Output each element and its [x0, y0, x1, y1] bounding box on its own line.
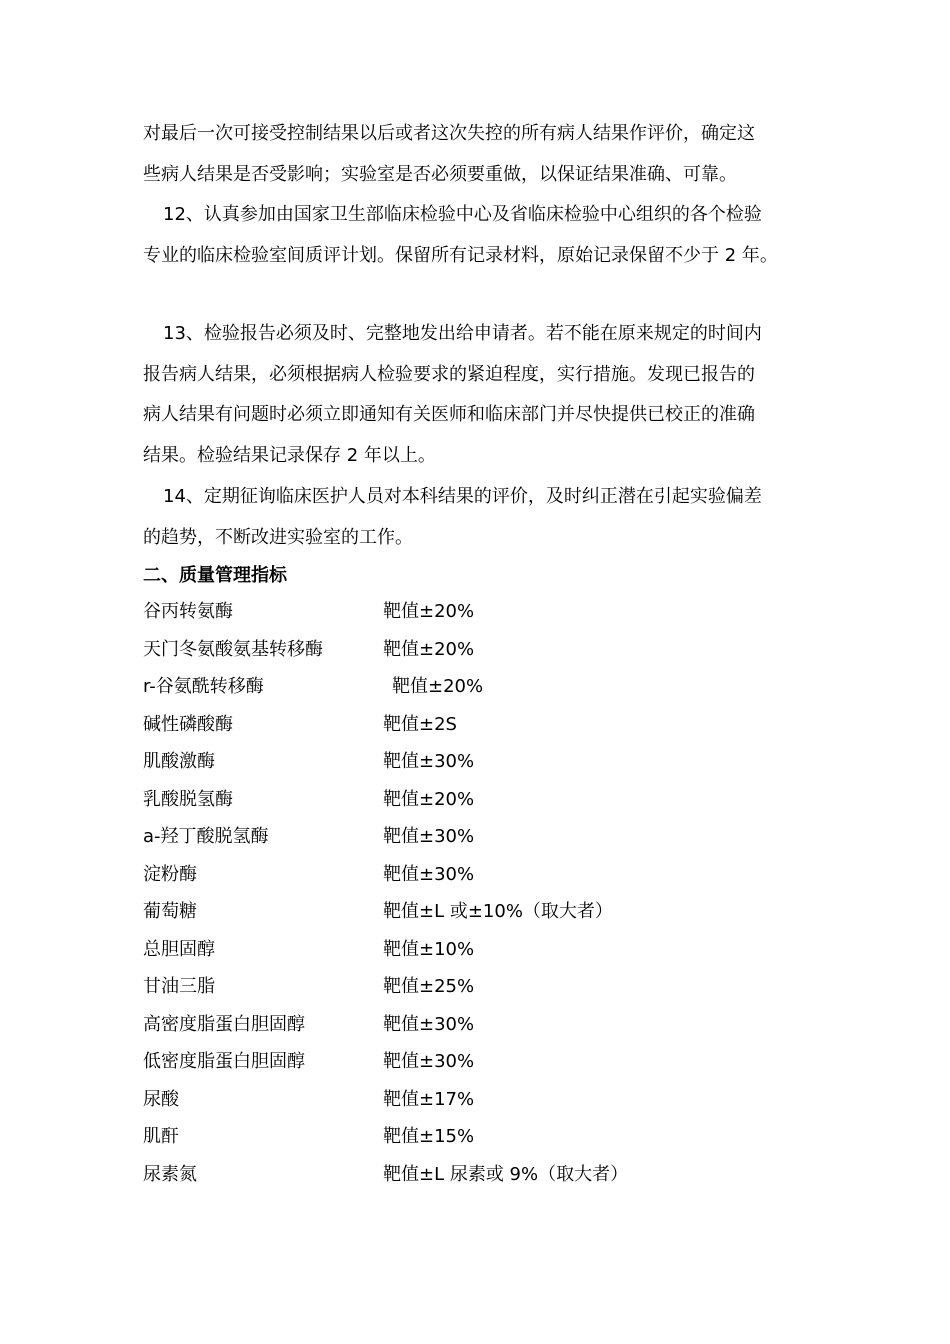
paragraph-line: 12、认真参加由国家卫生部临床检验中心及省临床检验中心组织的各个检验	[163, 204, 762, 225]
indicator-value: 靶值±30%	[383, 863, 475, 885]
indicator-row	[143, 636, 823, 674]
indicator-value: 靶值±25%	[383, 976, 475, 997]
indicator-row	[143, 823, 823, 861]
indicator-value: 靶值±20%	[383, 788, 475, 810]
indicator-value: 靶值±L 尿素或 9%（取大者）	[383, 1163, 629, 1185]
indicator-name: r-谷氨酰转移酶	[143, 676, 264, 697]
indicator-value: 靶值±10%	[383, 938, 475, 960]
paragraph-continuation	[143, 114, 823, 195]
indicator-name: 高密度脂蛋白胆固醇	[143, 1013, 305, 1035]
paragraph-line: 些病人结果是否受影响；实验室是否必须要重做，以保证结果准确、可靠。	[143, 163, 737, 185]
indicator-row	[143, 973, 823, 1011]
paragraph-line: 13、检验报告必须及时、完整地发出给申请者。若不能在原来规定的时间内	[163, 323, 762, 344]
indicator-value: 靶值±L 或±10%（取大者）	[383, 901, 613, 922]
indicator-value: 靶值±30%	[383, 751, 475, 772]
indicator-name: 葡萄糖	[143, 901, 197, 922]
indicator-name: 肌酐	[143, 1126, 179, 1147]
indicator-row	[143, 898, 823, 936]
paragraph-line: 的趋势，不断改进实验室的工作。	[143, 526, 413, 548]
indicator-row	[143, 1086, 823, 1124]
indicator-row	[143, 711, 823, 749]
indicator-value: 靶值±30%	[383, 826, 475, 847]
indicator-row	[143, 1123, 823, 1161]
indicator-name: a-羟丁酸脱氢酶	[143, 826, 269, 847]
indicator-name: 肌酸激酶	[143, 751, 215, 772]
section-heading: 二、质量管理指标	[143, 565, 287, 586]
indicator-row	[143, 748, 823, 786]
indicator-row	[143, 861, 823, 899]
indicator-name: 碱性磷酸酶	[143, 713, 233, 735]
indicator-name: 天门冬氨酸氨基转移酶	[143, 638, 323, 660]
paragraph-line: 病人结果有问题时必须立即通知有关医师和临床部门并尽快提供已校正的准确	[143, 404, 755, 425]
indicator-name: 尿酸	[143, 1088, 179, 1110]
indicator-value: 靶值±20%	[392, 676, 484, 697]
indicator-name: 乳酸脱氢酶	[143, 788, 233, 810]
indicator-value: 靶值±20%	[383, 638, 475, 660]
paragraph-item-12	[143, 195, 823, 276]
indicator-value: 靶值±30%	[383, 1051, 475, 1072]
indicator-value: 靶值±2S	[383, 713, 457, 735]
paragraph-line: 结果。检验结果记录保存 2 年以上。	[143, 444, 436, 466]
indicator-value: 靶值±30%	[383, 1013, 475, 1035]
indicator-row	[143, 1161, 823, 1199]
paragraph-line: 专业的临床检验室间质评计划。保留所有记录材料，原始记录保留不少于 2 年。	[143, 244, 778, 266]
indicator-value: 靶值±15%	[383, 1126, 475, 1147]
indicator-name: 低密度脂蛋白胆固醇	[143, 1051, 305, 1072]
indicator-name: 甘油三脂	[143, 976, 215, 997]
indicator-name: 总胆固醇	[143, 938, 215, 960]
quality-indicators-list	[143, 598, 823, 1198]
indicator-value: 靶值±20%	[383, 601, 475, 622]
paragraph-line: 报告病人结果，必须根据病人检验要求的紧迫程度，实行措施。发现已报告的	[143, 363, 755, 385]
indicator-row	[143, 936, 823, 974]
paragraph-line: 对最后一次可接受控制结果以后或者这次失控的所有病人结果作评价，确定这	[143, 123, 755, 144]
paragraph-item-13	[143, 314, 823, 476]
indicator-row	[143, 673, 823, 711]
indicator-name: 尿素氮	[143, 1163, 197, 1185]
indicator-row	[143, 1048, 823, 1086]
indicator-name: 谷丙转氨酶	[143, 601, 233, 622]
indicator-row	[143, 786, 823, 824]
indicator-value: 靶值±17%	[383, 1088, 475, 1110]
indicator-row	[143, 1011, 823, 1049]
paragraph-line: 14、定期征询临床医护人员对本科结果的评价，及时纠正潜在引起实验偏差	[163, 486, 762, 507]
indicator-name: 淀粉酶	[143, 863, 197, 885]
paragraph-item-14	[143, 477, 823, 558]
indicator-row	[143, 598, 823, 636]
